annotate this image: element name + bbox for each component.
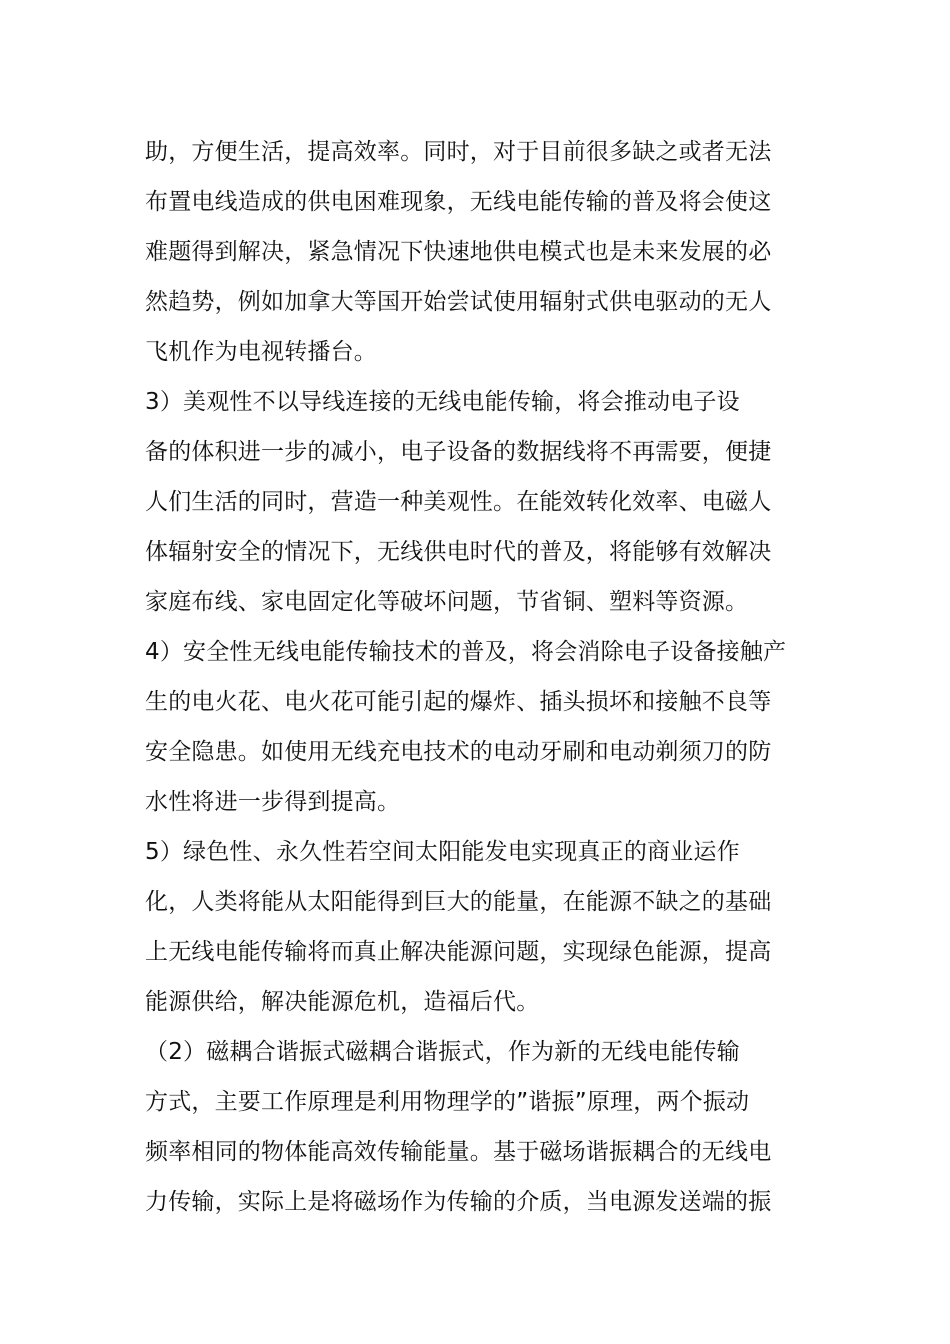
text-line-3: 难题得到解决，紧急情况下快速地供电模式也是未来发展的必	[145, 239, 772, 265]
text-line-20: 方式，主要工作原理是利用物理学的”谐振”原理，两个振动	[145, 1089, 750, 1115]
text-line-18: 能源供给，解决能源危机，造福后代。	[145, 989, 540, 1015]
text-line-22: 力传输，实际上是将磁场作为传输的介质，当电源发送端的振	[145, 1189, 772, 1215]
text-line-17: 上无线电能传输将而真止解决能源问题，实现绿色能源，提高	[145, 939, 772, 965]
text-line-5: 飞机作为电视转播台。	[145, 339, 377, 365]
text-line-6: 3）美观性不以导线连接的无线电能传输，将会推动电子设	[145, 389, 740, 415]
text-line-15: 5）绿色性、永久性若空间太阳能发电实现真正的商业运作	[145, 839, 740, 865]
text-line-19: （2）磁耦合谐振式磁耦合谐振式，作为新的无线电能传输	[145, 1039, 740, 1065]
text-line-8: 人们生活的同时，营造一种美观性。在能效转化效率、电磁人	[145, 489, 772, 515]
text-line-16: 化，人类将能从太阳能得到巨大的能量，在能源不缺之的基础	[145, 889, 772, 915]
text-line-13: 安全隐患。如使用无线充电技术的电动牙刷和电动剃须刀的防	[145, 739, 772, 765]
text-line-9: 体辐射安全的情况下，无线供电时代的普及，将能够有效解决	[145, 539, 772, 565]
text-line-21: 频率相同的物体能高效传输能量。基于磁场谐振耦合的无线电	[145, 1139, 772, 1165]
text-line-11: 4）安全性无线电能传输技术的普及，将会消除电子设备接触产	[145, 639, 787, 665]
text-line-10: 家庭布线、家电固定化等破坏问题，节省铜、塑料等资源。	[145, 589, 749, 615]
text-line-1: 助，方便生活，提高效率。同时，对于目前很多缺之或者无法	[145, 139, 772, 165]
text-line-2: 布置电线造成的供电困难现象，无线电能传输的普及将会使这	[145, 189, 772, 215]
text-line-7: 备的体积进一步的减小，电子设备的数据线将不再需要，便捷	[145, 439, 772, 465]
text-line-14: 水性将进一步得到提高。	[145, 789, 401, 815]
text-line-12: 生的电火花、电火花可能引起的爆炸、插头损坏和接触不良等	[145, 689, 772, 715]
text-line-4: 然趋势，例如加拿大等国开始尝试使用辐射式供电驱动的无人	[145, 289, 772, 315]
